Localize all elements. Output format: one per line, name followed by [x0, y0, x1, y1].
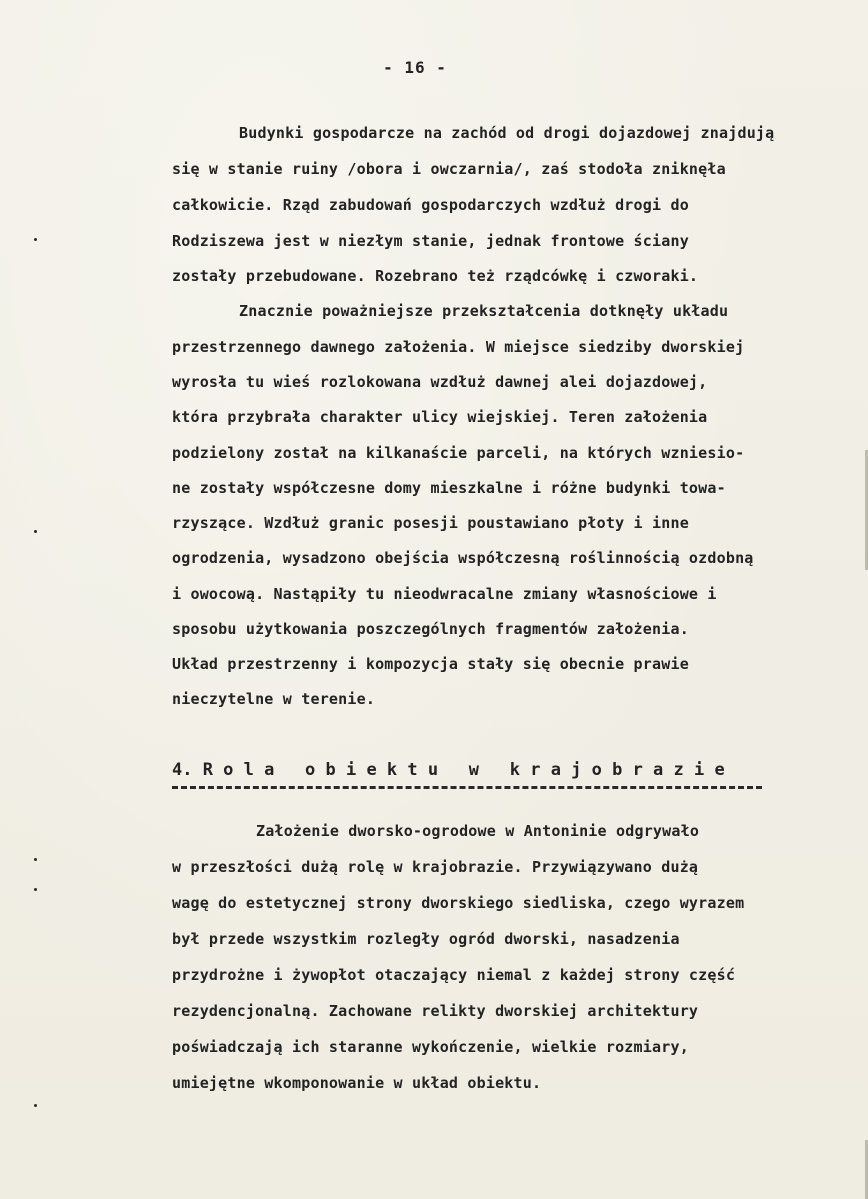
text-line: sposobu użytkowania poszczególnych fragmentów założenia.: [172, 620, 689, 638]
text-line: poświadczają ich staranne wykończenie, wielkie rozmiary,: [172, 1038, 689, 1056]
text-line: całkowicie. Rząd zabudowań gospodarczych wzdłuż drogi do: [172, 196, 689, 214]
section-heading: 4. R o l a o b i e k t u w k r a j o b r a z i e: [172, 760, 725, 780]
text-line: i owocową. Nastąpiły tu nieodwracalne zmiany własnościowe i: [172, 585, 717, 603]
margin-speck: [34, 530, 37, 533]
text-line: umiejętne wkomponowanie w układ obiektu.: [172, 1074, 542, 1092]
text-line: wagę do estetycznej strony dworskiego siedliska, czego wyrazem: [172, 894, 745, 912]
margin-speck: [34, 238, 37, 241]
page-number: - 16 -: [383, 58, 447, 77]
text-line: się w stanie ruiny /obora i owczarnia/, zaś stodoła zniknęła: [172, 160, 726, 178]
text-line: przestrzennego dawnego założenia. W miejsce siedziby dworskiej: [172, 338, 745, 356]
text-line: Założenie dworsko-ogrodowe w Antoninie odgrywało: [256, 822, 700, 840]
text-line: wyrosła tu wieś rozlokowana wzdłuż dawnej alei dojazdowej,: [172, 373, 708, 391]
margin-speck: [34, 858, 37, 861]
text-line: Znacznie poważniejsze przekształcenia dotknęły układu: [239, 302, 729, 320]
text-line: podzielony został na kilkanaście parceli, na których wzniesio-: [172, 444, 745, 462]
text-line: Rodziszewa jest w niezłym stanie, jednak frontowe ściany: [172, 232, 689, 250]
margin-speck: [34, 1104, 37, 1107]
text-line: ogrodzenia, wysadzono obejścia współczesną roślinnością ozdobną: [172, 549, 754, 567]
text-line: która przybrała charakter ulicy wiejskiej. Teren założenia: [172, 408, 708, 426]
text-line: przydrożne i żywopłot otaczający niemal z każdej strony część: [172, 966, 736, 984]
text-line: rzyszące. Wzdłuż granic posesji poustawiano płoty i inne: [172, 514, 689, 532]
text-line: zostały przebudowane. Rozebrano też rządcówkę i czworaki.: [172, 267, 699, 285]
text-line: rezydencjonalną. Zachowane relikty dworskiej architektury: [172, 1002, 699, 1020]
heading-underline: [172, 786, 762, 789]
text-line: nieczytelne w terenie.: [172, 690, 376, 708]
text-line: był przede wszystkim rozległy ogród dworski, nasadzenia: [172, 930, 680, 948]
text-line: Budynki gospodarcze na zachód od drogi dojazdowej znajdują: [239, 124, 775, 142]
text-line: ne zostały współczesne domy mieszkalne i różne budynki towa-: [172, 479, 726, 497]
text-line: Układ przestrzenny i kompozycja stały się obecnie prawie: [172, 655, 689, 673]
margin-speck: [34, 888, 37, 891]
text-line: w przeszłości dużą rolę w krajobrazie. Przywiązywano dużą: [172, 858, 699, 876]
